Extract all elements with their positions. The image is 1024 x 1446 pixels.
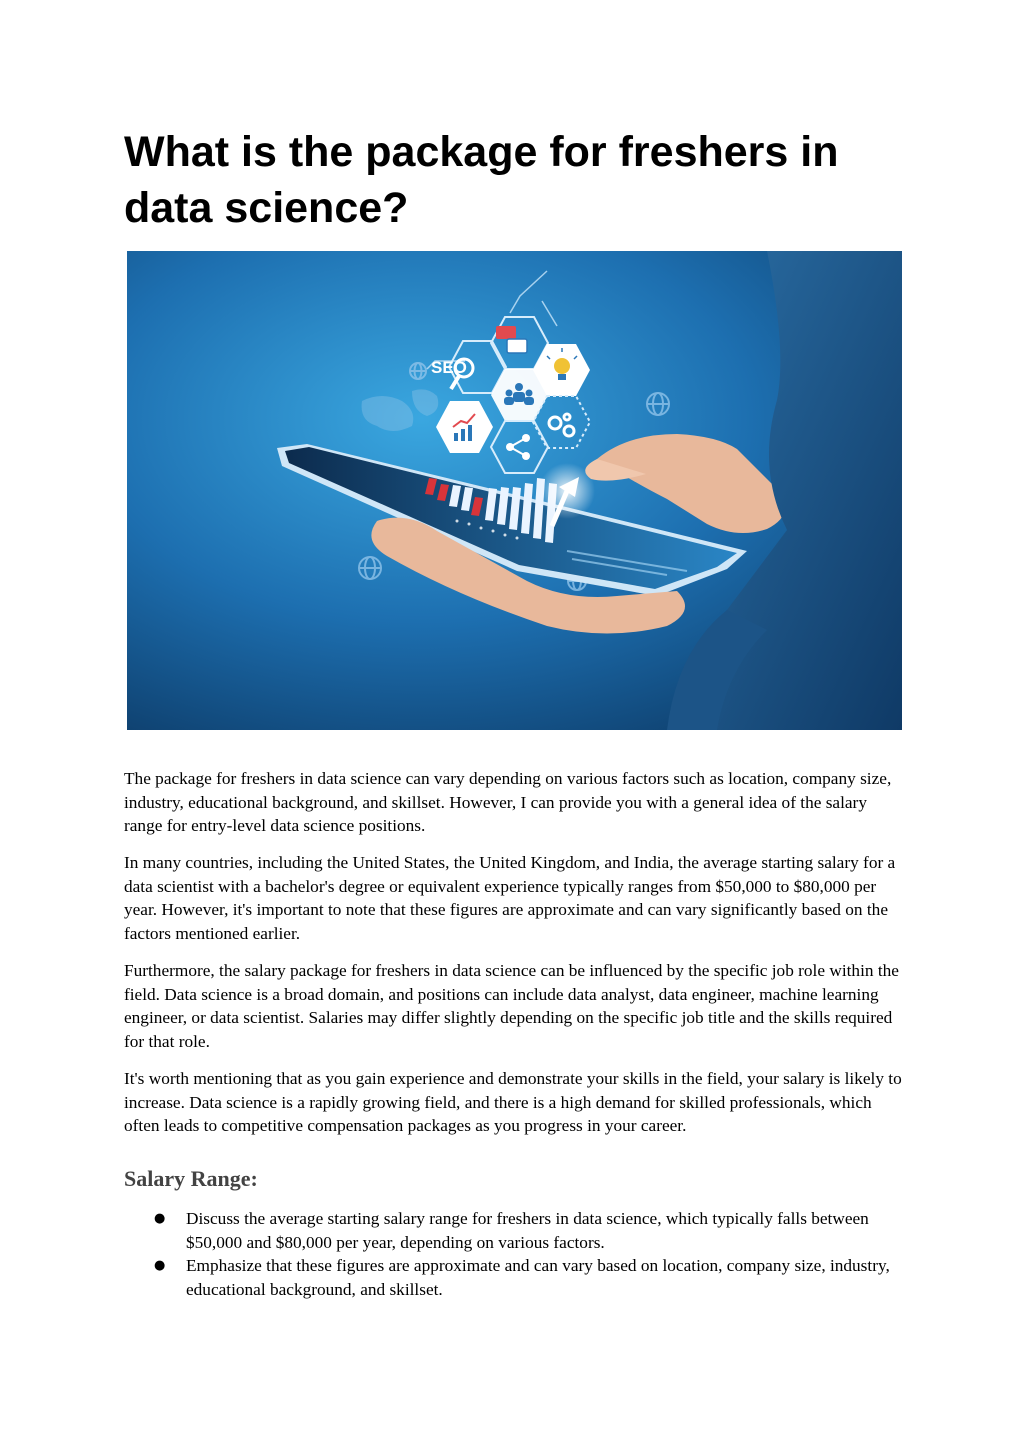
hero-image xyxy=(127,251,902,730)
paragraph-growth: It's worth mentioning that as you gain experience and demonstrate your skills in the field, your salary is likely to increase. Data science is a rapidly growing field, and there is a high demand for skilled professionals, which often leads to competitive compensation packages as you progress in your career. xyxy=(124,1069,902,1136)
list-item-text: Emphasize that these figures are approximate and can vary based on location, company size, industry, educational background, and skillset. xyxy=(186,1256,890,1299)
list-item-text: Discuss the average starting salary range for freshers in data science, which typically falls between $50,000 and $80,000 per year, depending on various factors. xyxy=(186,1209,869,1252)
section-heading: Salary Range: xyxy=(124,1166,258,1191)
paragraph-job-roles: Furthermore, the salary package for freshers in data science can be influenced by the specific job role within the field. Data science is a broad domain, and positions can include data analyst, data engineer, machine learning engineer, or data scientist. Salaries may differ slightly depending on the specific job title and the skills required for that role. xyxy=(124,961,899,1051)
svg-text:SEO: SEO xyxy=(431,358,467,377)
paragraph-intro: The package for freshers in data science can vary depending on various factors such as location, company size, industry, educational background, and skillset. However, I can provide you with a general idea of the salary range for entry-level data science positions. xyxy=(124,769,892,836)
list-item xyxy=(124,1207,902,1254)
bullet-icon: ● xyxy=(154,1258,166,1274)
bullet-icon: ● xyxy=(154,1211,166,1226)
page-title: What is the package for freshers in data science? xyxy=(124,128,839,232)
bullet-list xyxy=(124,1207,902,1301)
paragraph-salary-range: In many countries, including the United States, the United Kingdom, and India, the average starting salary for a data scientist with a bachelor's degree or equivalent experience typically ranges from $50,000 to $80,000 per year. However, it's important to note that these figures are approximate and can vary significantly based on the factors mentioned earlier. xyxy=(124,853,896,943)
list-item xyxy=(124,1254,902,1301)
